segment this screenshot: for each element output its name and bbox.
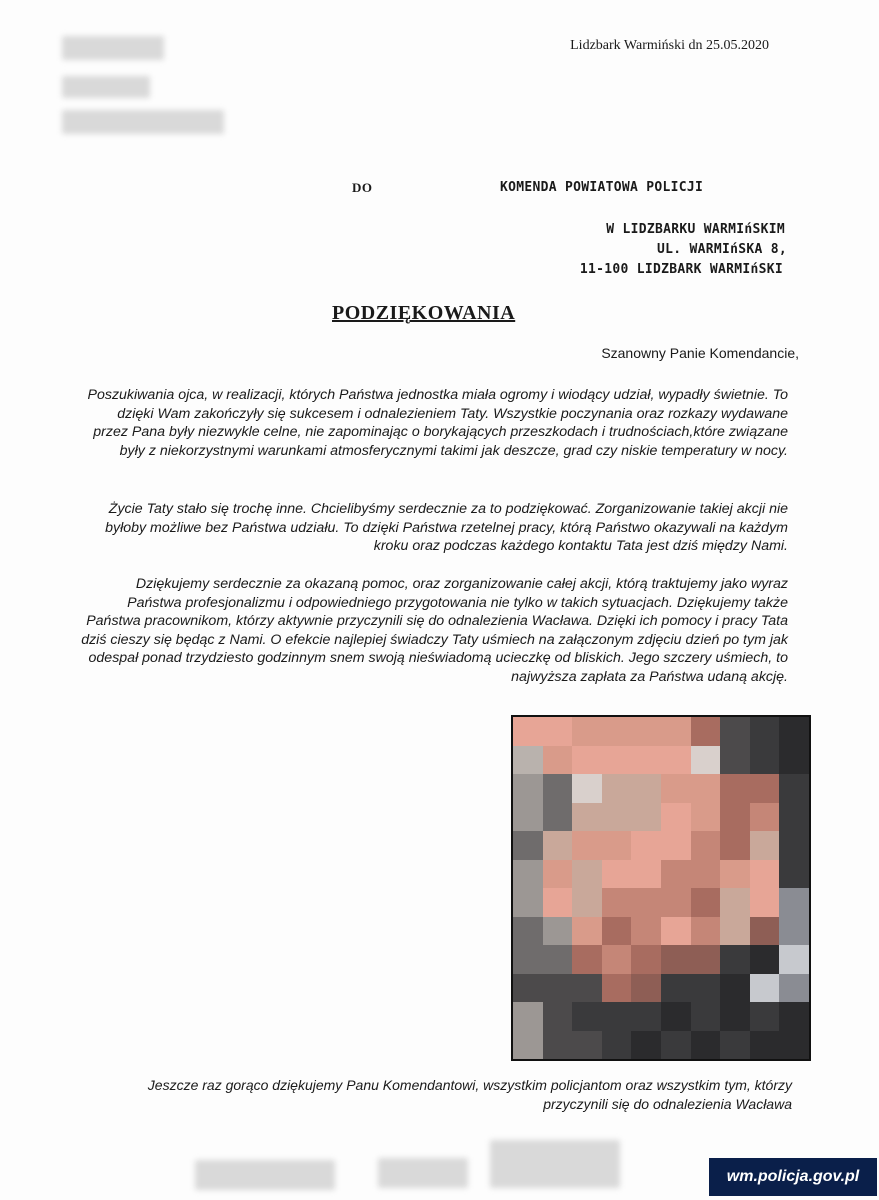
recipient-line-3: UL. WARMIńSKA 8, [656, 242, 787, 257]
mosaic-cell [779, 917, 809, 946]
mosaic-cell [572, 831, 602, 860]
mosaic-cell [631, 774, 661, 803]
website-watermark: wm.policja.gov.pl [709, 1158, 877, 1196]
mosaic-cell [661, 1031, 691, 1060]
mosaic-cell [631, 917, 661, 946]
mosaic-cell [661, 860, 691, 889]
mosaic-cell [750, 803, 780, 832]
mosaic-cell [513, 888, 543, 917]
mosaic-cell [661, 1002, 691, 1031]
mosaic-cell [750, 774, 780, 803]
mosaic-cell [513, 917, 543, 946]
mosaic-cell [691, 831, 721, 860]
mosaic-cell [720, 803, 750, 832]
mosaic-cell [661, 831, 691, 860]
mosaic-cell [691, 746, 721, 775]
mosaic-cell [513, 717, 543, 746]
mosaic-cell [543, 974, 573, 1003]
attached-photo-pixelated [511, 715, 811, 1061]
mosaic-cell [691, 717, 721, 746]
redacted-sender-street [62, 76, 150, 98]
mosaic-cell [602, 717, 632, 746]
mosaic-cell [691, 974, 721, 1003]
mosaic-cell [750, 831, 780, 860]
recipient-to-label: DO [352, 180, 373, 195]
mosaic-cell [572, 803, 602, 832]
mosaic-cell [661, 717, 691, 746]
mosaic-cell [661, 945, 691, 974]
letter-salutation: Szanowny Panie Komendancie, [601, 345, 799, 361]
mosaic-cell [631, 888, 661, 917]
mosaic-cell [602, 917, 632, 946]
recipient-line-4: 11-100 LIDZBARK WARMIńSKI [579, 262, 783, 277]
mosaic-cell [572, 746, 602, 775]
mosaic-cell [779, 717, 809, 746]
mosaic-cell [691, 1002, 721, 1031]
mosaic-cell [631, 945, 661, 974]
mosaic-cell [602, 774, 632, 803]
redacted-signature-1 [195, 1160, 335, 1190]
mosaic-cell [720, 717, 750, 746]
mosaic-cell [602, 746, 632, 775]
mosaic-cell [661, 746, 691, 775]
letter-paragraph-3: Dziękujemy serdecznie za okazaną pomoc, oraz zorganizowanie całej akcji, którą traktujemy jako wyraz Państwa profesjonalizmu i odpowiedniego przygotowania nie tylko w takich sytuacjach. Dziękujemy także Państwa pracownikom, którzy aktywnie przyczynili się do odnalezienia Wacława. Dzięki ich pomocy i pracy Tata dziś cieszy się będąc z Nami. O efekcie najlepiej świadczy Taty uśmiech na załączonym zdjęciu dzień po tym jak odespał ponad trzydziesto godzinnym snem swoją nieświadomą ucieczkę od bliskich. Jego szczery uśmiech, to najwyższa zapłata za Państwa udaną akcję. [81, 576, 788, 685]
mosaic-cell [572, 717, 602, 746]
mosaic-cell [602, 945, 632, 974]
mosaic-cell [779, 1031, 809, 1060]
mosaic-cell [543, 945, 573, 974]
mosaic-cell [602, 888, 632, 917]
mosaic-cell [513, 945, 543, 974]
mosaic-cell [543, 803, 573, 832]
mosaic-cell [513, 1031, 543, 1060]
redacted-signature-3 [490, 1140, 620, 1188]
mosaic-cell [602, 803, 632, 832]
mosaic-cell [691, 803, 721, 832]
mosaic-cell [543, 917, 573, 946]
mosaic-cell [631, 831, 661, 860]
mosaic-cell [543, 888, 573, 917]
mosaic-cell [750, 1031, 780, 1060]
mosaic-cell [720, 774, 750, 803]
mosaic-cell [543, 860, 573, 889]
mosaic-cell [661, 803, 691, 832]
mosaic-cell [750, 945, 780, 974]
letter-title: PODZIĘKOWANIA [332, 302, 516, 324]
pixelated-mosaic [513, 717, 809, 1059]
mosaic-cell [572, 860, 602, 889]
mosaic-cell [720, 831, 750, 860]
mosaic-cell [691, 917, 721, 946]
mosaic-cell [720, 1031, 750, 1060]
recipient-line-2: W LIDZBARKU WARMIńSKIM [606, 222, 785, 237]
mosaic-cell [661, 974, 691, 1003]
mosaic-cell [572, 888, 602, 917]
mosaic-cell [661, 888, 691, 917]
mosaic-cell [543, 774, 573, 803]
mosaic-cell [779, 1002, 809, 1031]
mosaic-cell [750, 860, 780, 889]
mosaic-cell [602, 831, 632, 860]
mosaic-cell [720, 746, 750, 775]
mosaic-cell [572, 974, 602, 1003]
mosaic-cell [513, 746, 543, 775]
recipient-line-1: KOMENDA POWIATOWA POLICJI [500, 180, 704, 195]
mosaic-cell [779, 974, 809, 1003]
letter-date: Lidzbark Warmiński dn 25.05.2020 [570, 38, 769, 53]
mosaic-cell [543, 1031, 573, 1060]
mosaic-cell [779, 831, 809, 860]
mosaic-cell [779, 746, 809, 775]
mosaic-cell [750, 746, 780, 775]
mosaic-cell [691, 1031, 721, 1060]
mosaic-cell [691, 774, 721, 803]
mosaic-cell [691, 888, 721, 917]
mosaic-cell [779, 803, 809, 832]
mosaic-cell [631, 860, 661, 889]
mosaic-cell [513, 860, 543, 889]
mosaic-cell [631, 1031, 661, 1060]
mosaic-cell [631, 1002, 661, 1031]
mosaic-cell [572, 1031, 602, 1060]
mosaic-cell [602, 860, 632, 889]
redacted-sender-name [62, 36, 164, 60]
mosaic-cell [602, 974, 632, 1003]
mosaic-cell [513, 803, 543, 832]
mosaic-cell [572, 1002, 602, 1031]
mosaic-cell [513, 974, 543, 1003]
mosaic-cell [572, 917, 602, 946]
mosaic-cell [572, 774, 602, 803]
mosaic-cell [750, 888, 780, 917]
mosaic-cell [543, 746, 573, 775]
mosaic-cell [572, 945, 602, 974]
mosaic-cell [750, 974, 780, 1003]
mosaic-cell [631, 746, 661, 775]
mosaic-cell [543, 1002, 573, 1031]
mosaic-cell [691, 860, 721, 889]
mosaic-cell [720, 860, 750, 889]
redacted-signature-2 [378, 1158, 468, 1188]
mosaic-cell [720, 945, 750, 974]
mosaic-cell [543, 717, 573, 746]
mosaic-cell [779, 945, 809, 974]
mosaic-cell [750, 1002, 780, 1031]
mosaic-cell [779, 774, 809, 803]
mosaic-cell [750, 717, 780, 746]
mosaic-cell [779, 860, 809, 889]
letter-paragraph-2: Życie Taty stało się trochę inne. Chcielibyśmy serdecznie za to podziękować. Zorganizowanie takiej akcji nie byłoby możliwe bez Państwa udziału. To dzięki Państwa rzetelnej pracy, którą Państwo okazywali na każdym kroku oraz podczas każdego kontaktu Tata jest dziś między Nami. [105, 501, 788, 555]
mosaic-cell [513, 1002, 543, 1031]
mosaic-cell [602, 1002, 632, 1031]
mosaic-cell [631, 803, 661, 832]
redacted-sender-city [62, 110, 224, 134]
mosaic-cell [691, 945, 721, 974]
mosaic-cell [720, 974, 750, 1003]
mosaic-cell [720, 888, 750, 917]
letter-paragraph-1: Poszukiwania ojca, w realizacji, których Państwa jednostka miała ogromy i wiodący udział, wypadły świetnie. To dzięki Wam zakończyły się sukcesem i odnalezieniem Taty. Wszystkie poczynania oraz rozkazy wydawane przez Pana były niezwykle celne, nie zapominając o borykających przeszkodach i trudnościach,które związane były z niekorzystnymi warunkami atmosferycznymi takimi jak deszcze, grad czy niskie temperatury w nocy. [87, 387, 788, 459]
mosaic-cell [513, 831, 543, 860]
mosaic-cell [720, 917, 750, 946]
mosaic-cell [661, 774, 691, 803]
mosaic-cell [602, 1031, 632, 1060]
mosaic-cell [750, 917, 780, 946]
mosaic-cell [631, 974, 661, 1003]
mosaic-cell [543, 831, 573, 860]
mosaic-cell [661, 917, 691, 946]
mosaic-cell [720, 1002, 750, 1031]
mosaic-cell [631, 717, 661, 746]
mosaic-cell [779, 888, 809, 917]
letter-closing: Jeszcze raz gorąco dziękujemy Panu Komendantowi, wszystkim policjantom oraz wszystkim tym, którzy przyczynili się do odnalezienia Wacława [147, 1077, 792, 1112]
mosaic-cell [513, 774, 543, 803]
